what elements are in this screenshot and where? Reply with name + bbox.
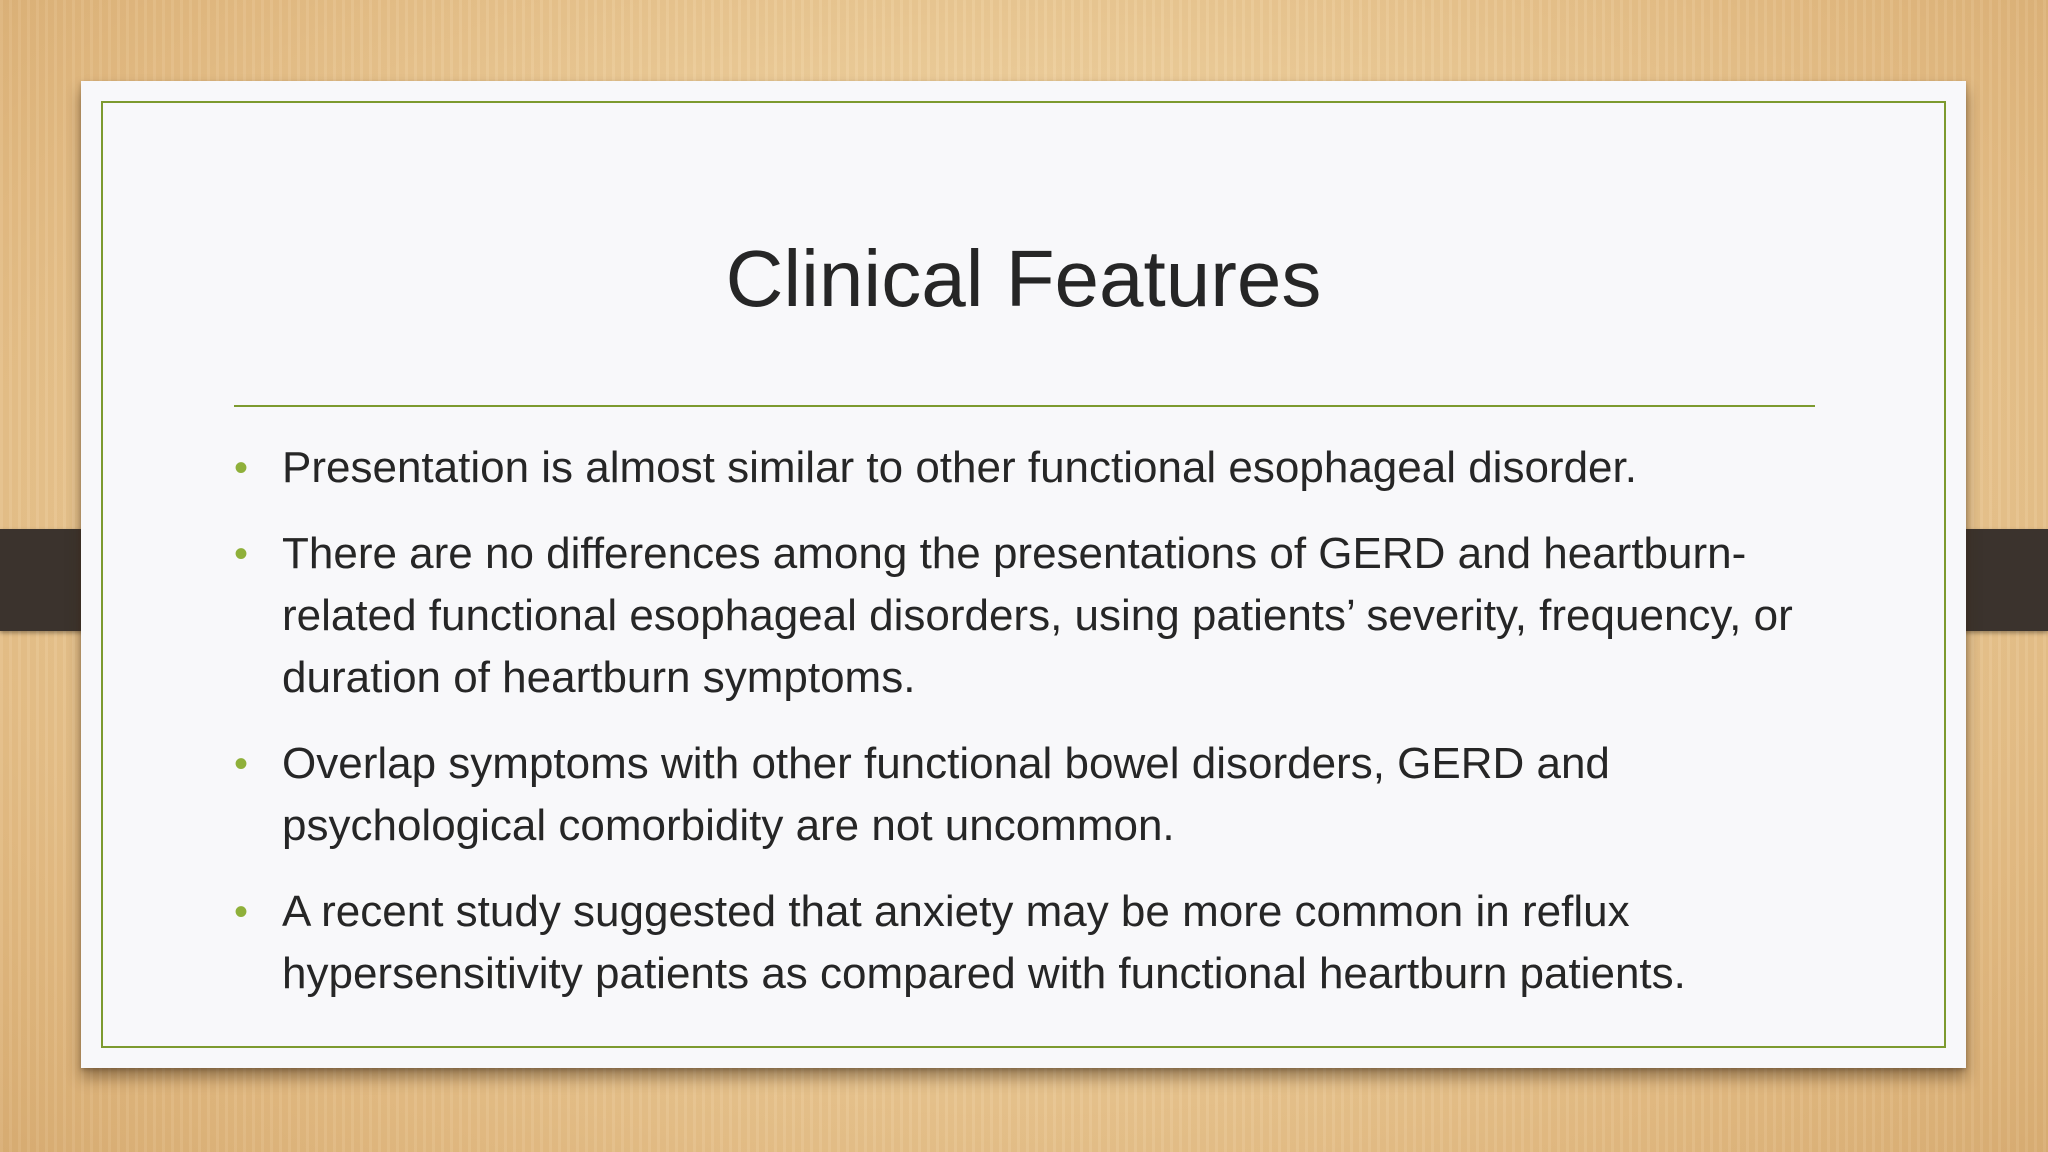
bullet-dot-icon: • [234, 890, 249, 934]
bullet-item [234, 437, 1874, 499]
bullet-text: There are no differences among the presentations of GERD and heartburn-related functional esophageal disorders, using patients’ severity, frequency, or duration of heartburn symptoms. [282, 529, 1793, 702]
slide-card [81, 81, 1966, 1068]
bullet-dot-icon: • [234, 742, 249, 786]
bullet-item [234, 881, 1874, 1005]
bullet-dot-icon: • [234, 532, 249, 576]
bullet-text: A recent study suggested that anxiety may be more common in reflux hypersensitivity patients as compared with functional heartburn patients. [282, 887, 1686, 998]
bullet-text: Presentation is almost similar to other functional esophageal disorder. [282, 443, 1637, 492]
title-divider [234, 405, 1815, 407]
bullet-list [234, 437, 1874, 1029]
bullet-text: Overlap symptoms with other functional bowel disorders, GERD and psychological comorbidity are not uncommon. [282, 739, 1610, 850]
bullet-item [234, 733, 1874, 857]
slide-title: Clinical Features [725, 234, 1322, 323]
bullet-dot-icon: • [234, 446, 249, 490]
bullet-item [234, 523, 1874, 709]
